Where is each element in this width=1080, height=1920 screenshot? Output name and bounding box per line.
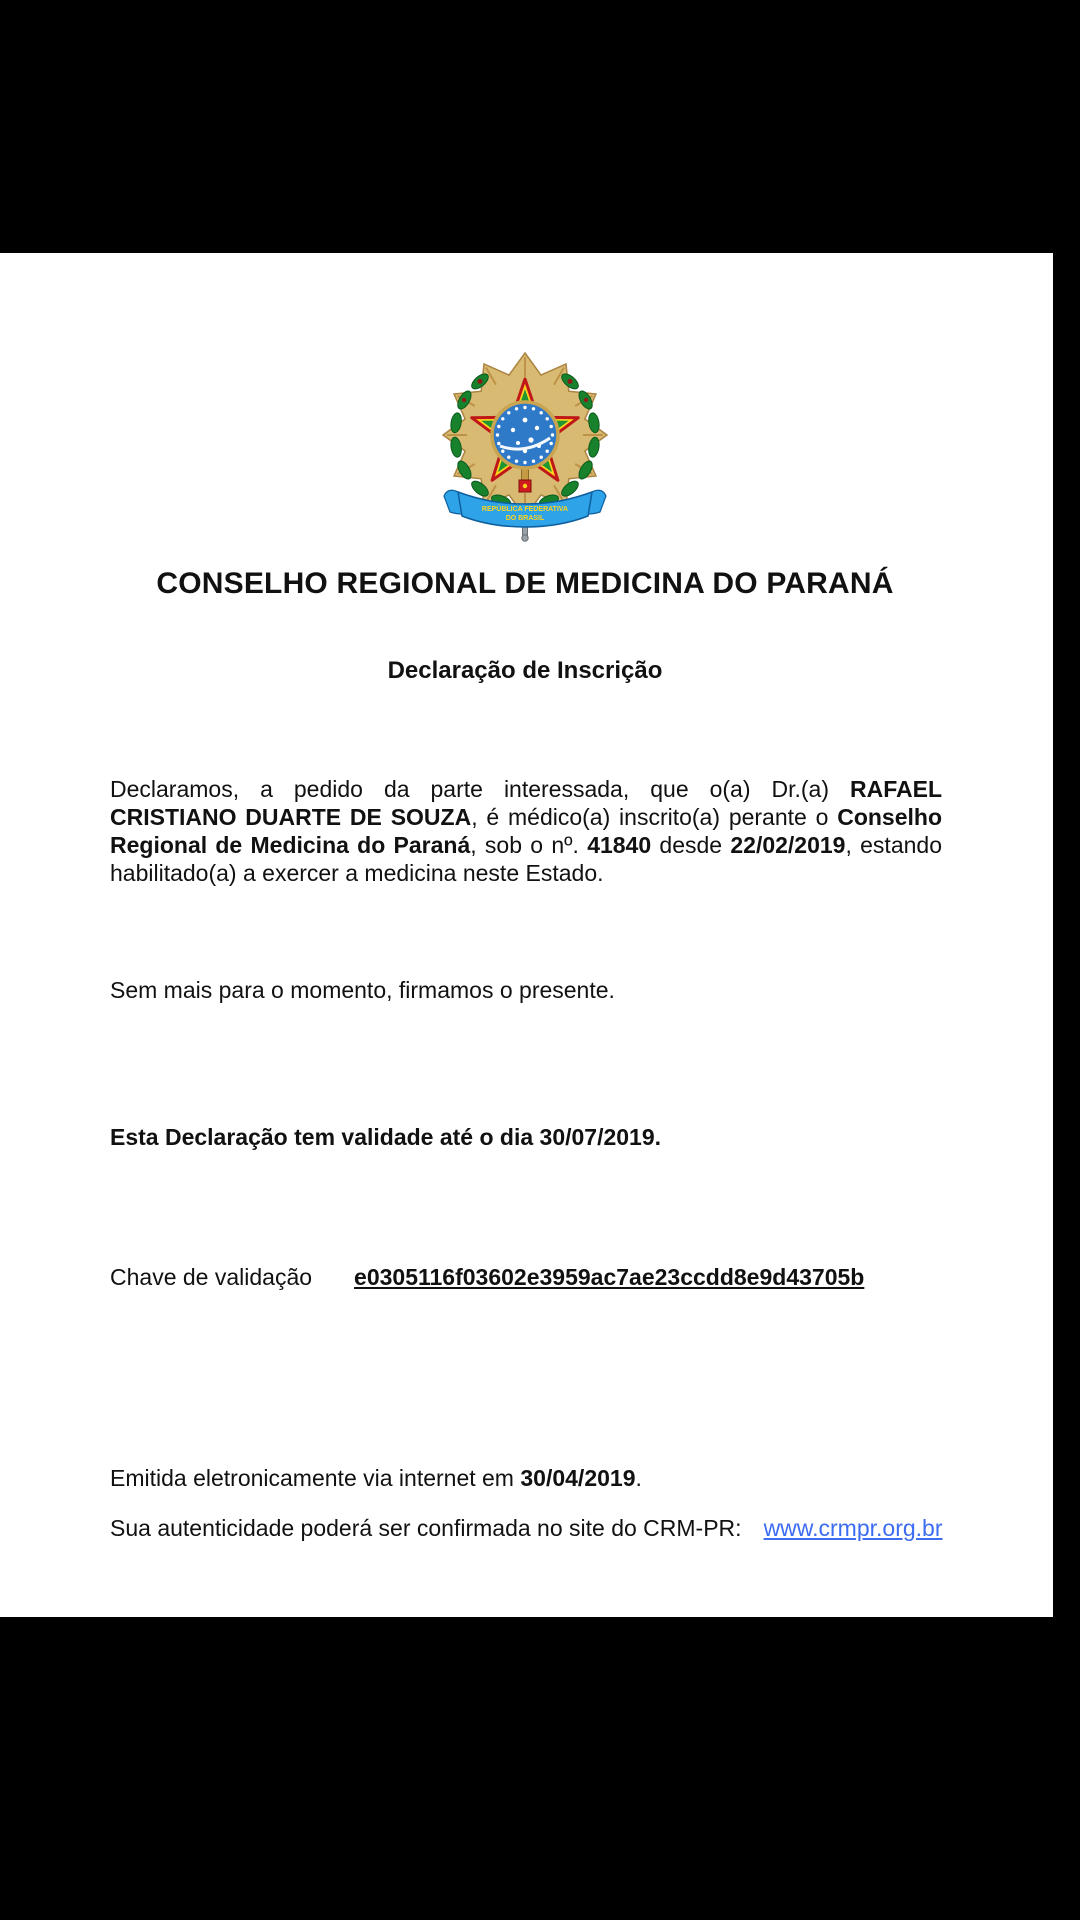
issued-date: 30/04/2019 (520, 1465, 636, 1491)
closing-line: Sem mais para o momento, firmamos o presente. (110, 977, 615, 1003)
issued-line (110, 1464, 942, 1492)
issued-segment: Emitida eletronicamente via internet em (110, 1465, 521, 1491)
validation-key-label: Chave de validação (110, 1264, 313, 1290)
paragraph-segment: Declaramos, a pedido da parte interessada, que o(a) Dr.(a) (110, 776, 850, 802)
paragraph-segment: desde (651, 832, 731, 858)
validity-line: Esta Declaração tem validade até o dia 30/07/2019. (110, 1124, 662, 1150)
declaration-paragraph (110, 775, 942, 887)
paragraph-segment: , é médico(a) inscrito(a) perante o (471, 804, 838, 830)
registration-date: 22/02/2019 (730, 832, 846, 858)
issued-segment: . (635, 1465, 642, 1491)
council-name: Conselho Regional de Medicina do Paraná (110, 804, 942, 858)
organization-title: CONSELHO REGIONAL DE MEDICINA DO PARANÁ (156, 567, 894, 600)
emblem-banner-text-line2: DO BRASIL (505, 515, 545, 522)
paragraph-segment: , sob o nº. (470, 832, 588, 858)
crm-number: 41840 (587, 832, 652, 858)
emblem-red-square-star (523, 484, 527, 488)
emblem-sword-pommel (522, 535, 528, 541)
paragraph-segment: , estando habilitado(a) a exercer a medicina neste Estado. (110, 832, 942, 886)
brazil-coat-of-arms-image (440, 350, 610, 545)
emblem-celestial-globe (492, 402, 558, 468)
doctor-name: RAFAEL CRISTIANO DUARTE DE SOUZA (110, 776, 942, 830)
validation-row (110, 1263, 1010, 1291)
emblem-banner-text-line1: REPÚBLICA FEDERATIVA (481, 506, 569, 513)
document-title: Declaração de Inscrição (387, 657, 663, 684)
validation-key-value: e0305116f03602e3959ac7ae23ccdd8e9d43705b (354, 1264, 865, 1290)
document-page (0, 253, 1053, 1617)
authenticity-text: Sua autenticidade poderá ser confirmada no site do CRM-PR: (110, 1515, 742, 1541)
crmpr-website-link[interactable]: www.crmpr.org.br (763, 1515, 943, 1541)
authenticity-line (110, 1514, 1030, 1542)
